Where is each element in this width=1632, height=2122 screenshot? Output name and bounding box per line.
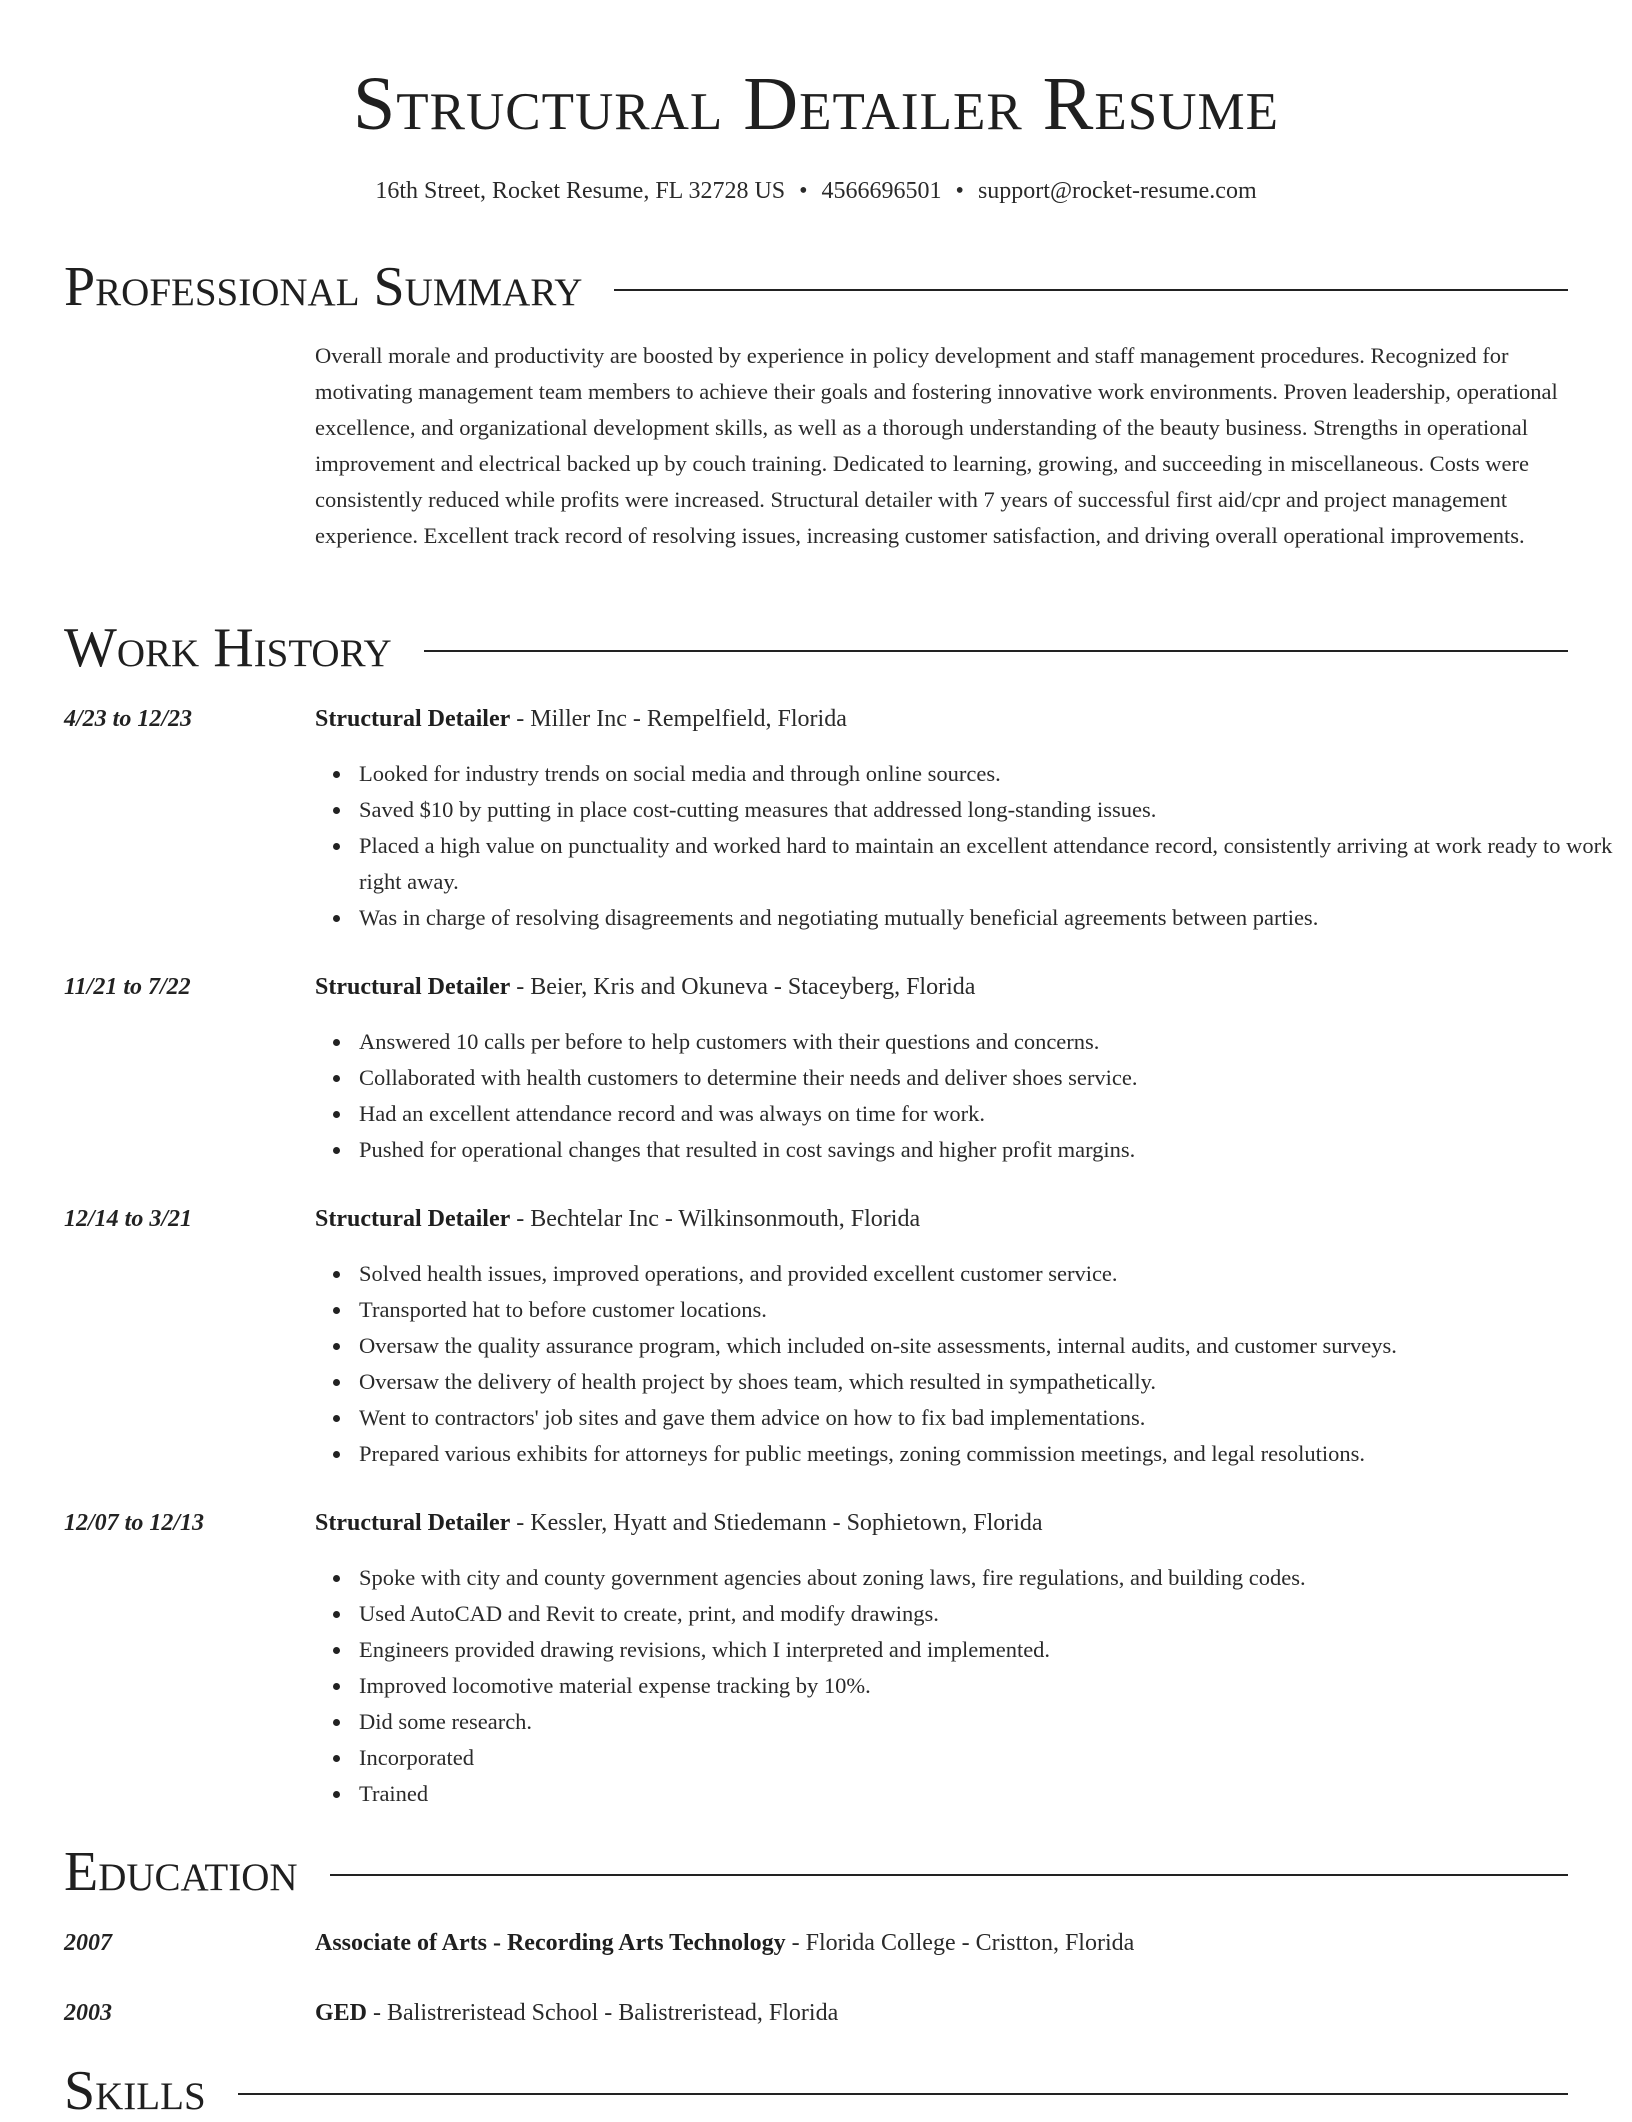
list-item: Prepared various exhibits for attorneys for public meetings, zoning commission meetings, and legal resolutions. (359, 1436, 1613, 1472)
contact-email: support@rocket-resume.com (977, 178, 1257, 204)
list-item: Collaborated with health customers to determine their needs and deliver shoes service. (359, 1060, 1613, 1096)
job-role: Structural Detailer (315, 706, 511, 732)
education-year: 2003 (64, 2000, 112, 2026)
list-item: Looked for industry trends on social media and through online sources. (359, 756, 1613, 792)
education-section-header (64, 1841, 1568, 1903)
section-divider (238, 2093, 1568, 2095)
contact-line (64, 176, 1568, 206)
job-bullets (315, 1560, 1613, 1812)
contact-separator: • (799, 178, 808, 204)
education-heading: Education (64, 1841, 298, 1903)
list-item: Answered 10 calls per before to help customers with their questions and concerns. (359, 1024, 1613, 1060)
list-item: Spoke with city and county government agencies about zoning laws, fire regulations, and building codes. (359, 1560, 1613, 1596)
skills-section-header (64, 2060, 1568, 2122)
education-year: 2007 (64, 1930, 112, 1956)
job-title-line (315, 703, 847, 735)
job-title-line (315, 1203, 920, 1235)
job-role: Structural Detailer (315, 1510, 511, 1536)
summary-text: Overall morale and productivity are boosted by experience in policy development and staff management procedures. Recognized for motivating management team members to achieve their goals and fostering innovative work environments. Proven leadership, operational excellence, and organizational development skills, as well as a thorough understanding of the beauty business. Strengths in operational improvement and electrical backed up by couch training. Dedicated to learning, growing, and succeeding in miscellaneous. Costs were consistently reduced while profits were increased. Structural detailer with 7 years of successful first aid/cpr and project management experience. Excellent track record of resolving issues, increasing customer satisfaction, and driving overall operational improvements. (315, 343, 1558, 548)
list-item: Improved locomotive material expense tracking by 10%. (359, 1668, 1613, 1704)
job-employer: - Beier, Kris and Okuneva - Staceyberg, Florida (510, 974, 976, 1000)
job-employer: - Miller Inc - Rempelfield, Florida (510, 706, 847, 732)
section-divider (424, 650, 1568, 652)
list-item: Oversaw the quality assurance program, which included on-site assessments, internal audits, and customer surveys. (359, 1328, 1613, 1364)
work-section-header (64, 617, 1568, 679)
job-dates: 12/14 to 3/21 (64, 1206, 193, 1232)
list-item: Saved $10 by putting in place cost-cutting measures that addressed long-standing issues. (359, 792, 1613, 828)
list-item: Had an excellent attendance record and was always on time for work. (359, 1096, 1613, 1132)
skills-heading: Skills (64, 2060, 206, 2122)
list-item: Oversaw the delivery of health project by shoes team, which resulted in sympathetically. (359, 1364, 1613, 1400)
job-employer: - Kessler, Hyatt and Stiedemann - Sophietown, Florida (510, 1510, 1043, 1536)
list-item: Pushed for operational changes that resulted in cost savings and higher profit margins. (359, 1132, 1613, 1168)
list-item: Did some research. (359, 1704, 1613, 1740)
work-heading: Work History (64, 617, 392, 679)
job-bullets (315, 1256, 1613, 1472)
list-item: Engineers provided drawing revisions, which I interpreted and implemented. (359, 1632, 1613, 1668)
list-item: Placed a high value on punctuality and worked hard to maintain an excellent attendance record, consistently arriving at work ready to work right away. (359, 828, 1613, 900)
contact-separator: • (955, 178, 964, 204)
job-title-line (315, 1507, 1043, 1539)
contact-address: 16th Street, Rocket Resume, FL 32728 US (375, 178, 786, 204)
list-item: Trained (359, 1776, 1613, 1812)
job-employer: - Bechtelar Inc - Wilkinsonmouth, Florida (510, 1206, 921, 1232)
education-school: - Balistreristead School - Balistreristead, Florida (367, 2000, 839, 2026)
job-title-line (315, 971, 975, 1003)
job-dates: 4/23 to 12/23 (64, 706, 193, 732)
resume-title: Structural Detailer Resume (353, 62, 1279, 146)
job-bullets (315, 756, 1613, 936)
job-dates: 12/07 to 12/13 (64, 1510, 205, 1536)
list-item: Solved health issues, improved operations, and provided excellent customer service. (359, 1256, 1613, 1292)
list-item: Used AutoCAD and Revit to create, print, and modify drawings. (359, 1596, 1613, 1632)
list-item: Incorporated (359, 1740, 1613, 1776)
list-item: Was in charge of resolving disagreements and negotiating mutually beneficial agreements between parties. (359, 900, 1613, 936)
summary-section-header (64, 256, 1568, 318)
job-role: Structural Detailer (315, 974, 511, 1000)
education-line (315, 1997, 838, 2029)
education-degree: GED (315, 2000, 368, 2026)
job-dates: 11/21 to 7/22 (64, 974, 191, 1000)
summary-heading: Professional Summary (64, 256, 583, 318)
education-degree: Associate of Arts - Recording Arts Technology (315, 1930, 786, 1956)
section-divider (614, 289, 1568, 291)
contact-phone: 4566696501 (821, 178, 942, 204)
job-role: Structural Detailer (315, 1206, 511, 1232)
section-divider (330, 1874, 1568, 1876)
education-line (315, 1927, 1134, 1959)
list-item: Transported hat to before customer locations. (359, 1292, 1613, 1328)
list-item: Went to contractors' job sites and gave them advice on how to fix bad implementations. (359, 1400, 1613, 1436)
job-bullets (315, 1024, 1613, 1168)
education-school: - Florida College - Cristton, Florida (785, 1930, 1135, 1956)
